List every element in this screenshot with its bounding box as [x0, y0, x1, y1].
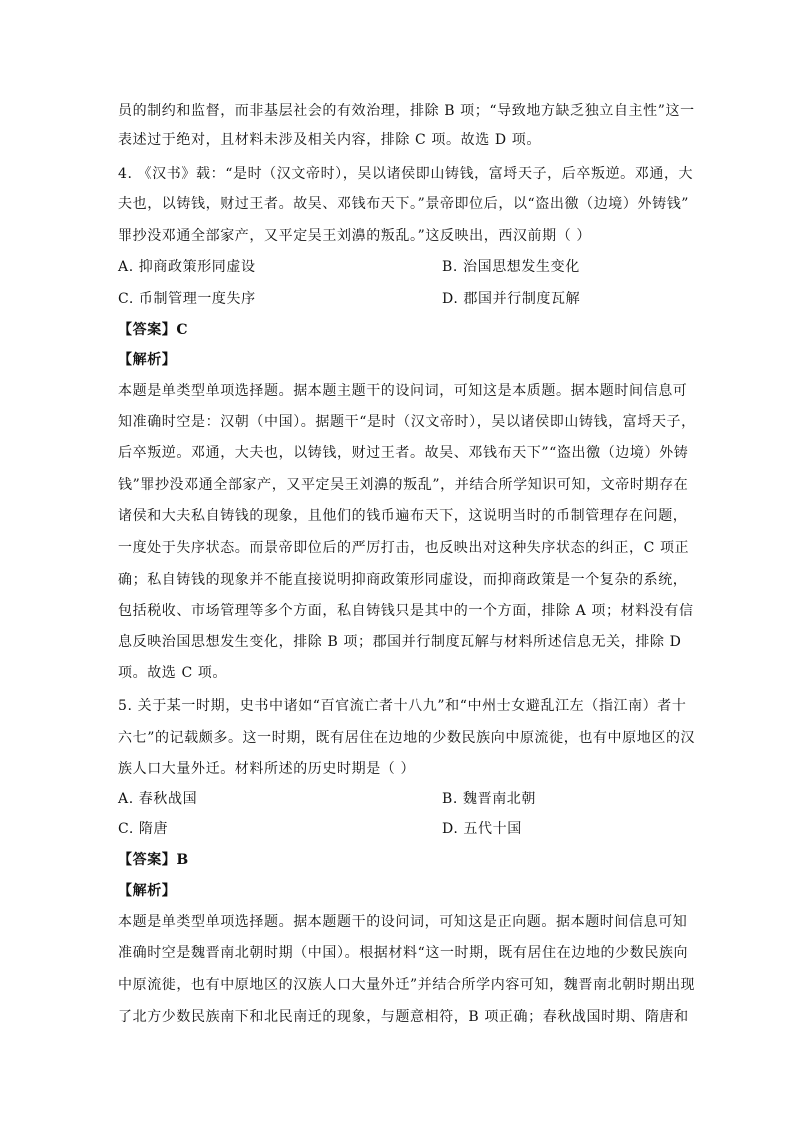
question-5-analysis-line: 本题是单类型单项选择题。据本题题干的设问词，可知这是正向题。据本题时间信息可知 [118, 914, 688, 930]
question-5-stem-line: 5. 关于某一时期，史书中诸如“百官流亡者十八九”和“中州士女避乱江左（指江南）者十 [118, 698, 687, 714]
question-4-option-c: C. 币制管理一度失序 [118, 291, 256, 307]
question-4-analysis-line: 本题是单类型单项选择题。据本题主题干的设问词，可知这是本质题。据本题时间信息可 [118, 383, 688, 399]
question-5-option-a: A. 春秋战国 [118, 791, 198, 807]
paragraph-line: 员的制约和监督，而非基层社会的有效治理，排除 B 项；“导致地方缺乏独立自主性”这一 [118, 103, 695, 119]
question-4-option-a: A. 抑商政策形同虚设 [118, 259, 256, 275]
question-5-analysis-line: 了北方少数民族南下和北民南迁的现象，与题意相符，B 项正确；春秋战国时期、隋唐和 [118, 1009, 689, 1025]
question-4-analysis-label: 【解析】 [118, 352, 177, 368]
question-5-analysis-line: 准确时空是魏晋南北朝时期（中国）。根据材料“这一时期，既有居住在边地的少数民族向 [118, 945, 689, 961]
question-5-option-c: C. 隋唐 [118, 821, 169, 837]
question-5-stem-line: 六七”的记载颇多。这一时期，既有居住在边地的少数民族向中原流徙，也有中原地区的汉 [118, 730, 696, 746]
question-5-analysis-line: 中原流徙，也有中原地区的汉族人口大量外迁”并结合所学内容可知，魏晋南北朝时期出现 [118, 977, 696, 993]
paragraph-line: 表述过于绝对，且材料未涉及相关内容，排除 C 项。故选 D 项。 [118, 132, 541, 148]
question-4-answer: 【答案】C [118, 322, 189, 338]
question-5-answer: 【答案】B [118, 852, 189, 868]
question-4-stem-line: 4. 《汉书》载：“是时（汉文帝时），吴以诸侯即山铸钱，富埒天子，后卒叛逆。邓通，大 [118, 166, 694, 182]
question-5-analysis-label: 【解析】 [118, 883, 177, 899]
question-4-option-d: D. 郡国并行制度瓦解 [442, 291, 581, 307]
question-4-analysis-line: 包括税收、市场管理等多个方面，私自铸钱只是其中的一个方面，排除 A 项；材料没有信 [118, 603, 694, 619]
question-4-analysis-line: 钱”罪抄没邓通全部家产，又平定吴王刘濞的叛乱”，并结合所学知识可知，文帝时期存在 [118, 477, 689, 493]
question-4-stem-line: 夫也，以铸钱，财过王者。故吴、邓钱布天下。”景帝即位后，以“盗出徼（边境）外铸钱” [118, 196, 690, 212]
question-4-analysis-line: 诸侯和大夫私自铸钱的现象，且他们的钱币遍布天下，这说明当时的币制管理存在问题， [118, 508, 688, 524]
question-4-option-b: B. 治国思想发生变化 [442, 259, 580, 275]
question-4-analysis-line: 一度处于失序状态。而景帝即位后的严厉打击，也反映出对这种失序状态的纠正，C 项正 [118, 540, 690, 556]
question-4-analysis-line: 项。故选 C 项。 [118, 665, 228, 681]
question-4-analysis-line: 知准确时空是：汉朝（中国）。据题干“是时（汉文帝时），吴以诸侯即山铸钱，富埒天子， [118, 414, 696, 430]
question-5-stem-line: 族人口大量外迁。材料所述的历史时期是（ ） [118, 761, 416, 777]
question-5-option-d: D. 五代十国 [442, 821, 522, 837]
question-5-option-b: B. 魏晋南北朝 [442, 791, 536, 807]
question-4-analysis-line: 后卒叛逆。邓通，大夫也，以铸钱，财过王者。故吴、邓钱布天下”“盗出徼（边境）外铸 [118, 445, 689, 461]
question-4-analysis-line: 确；私自铸钱的现象并不能直接说明抑商政策形同虚设，而抑商政策是一个复杂的系统， [118, 572, 688, 588]
question-4-stem-line: 罪抄没邓通全部家产，又平定吴王刘濞的叛乱。”这反映出，西汉前期（ ） [118, 228, 592, 244]
question-4-analysis-line: 息反映治国思想发生变化，排除 B 项；郡国并行制度瓦解与材料所述信息无关，排除 D [118, 634, 682, 650]
